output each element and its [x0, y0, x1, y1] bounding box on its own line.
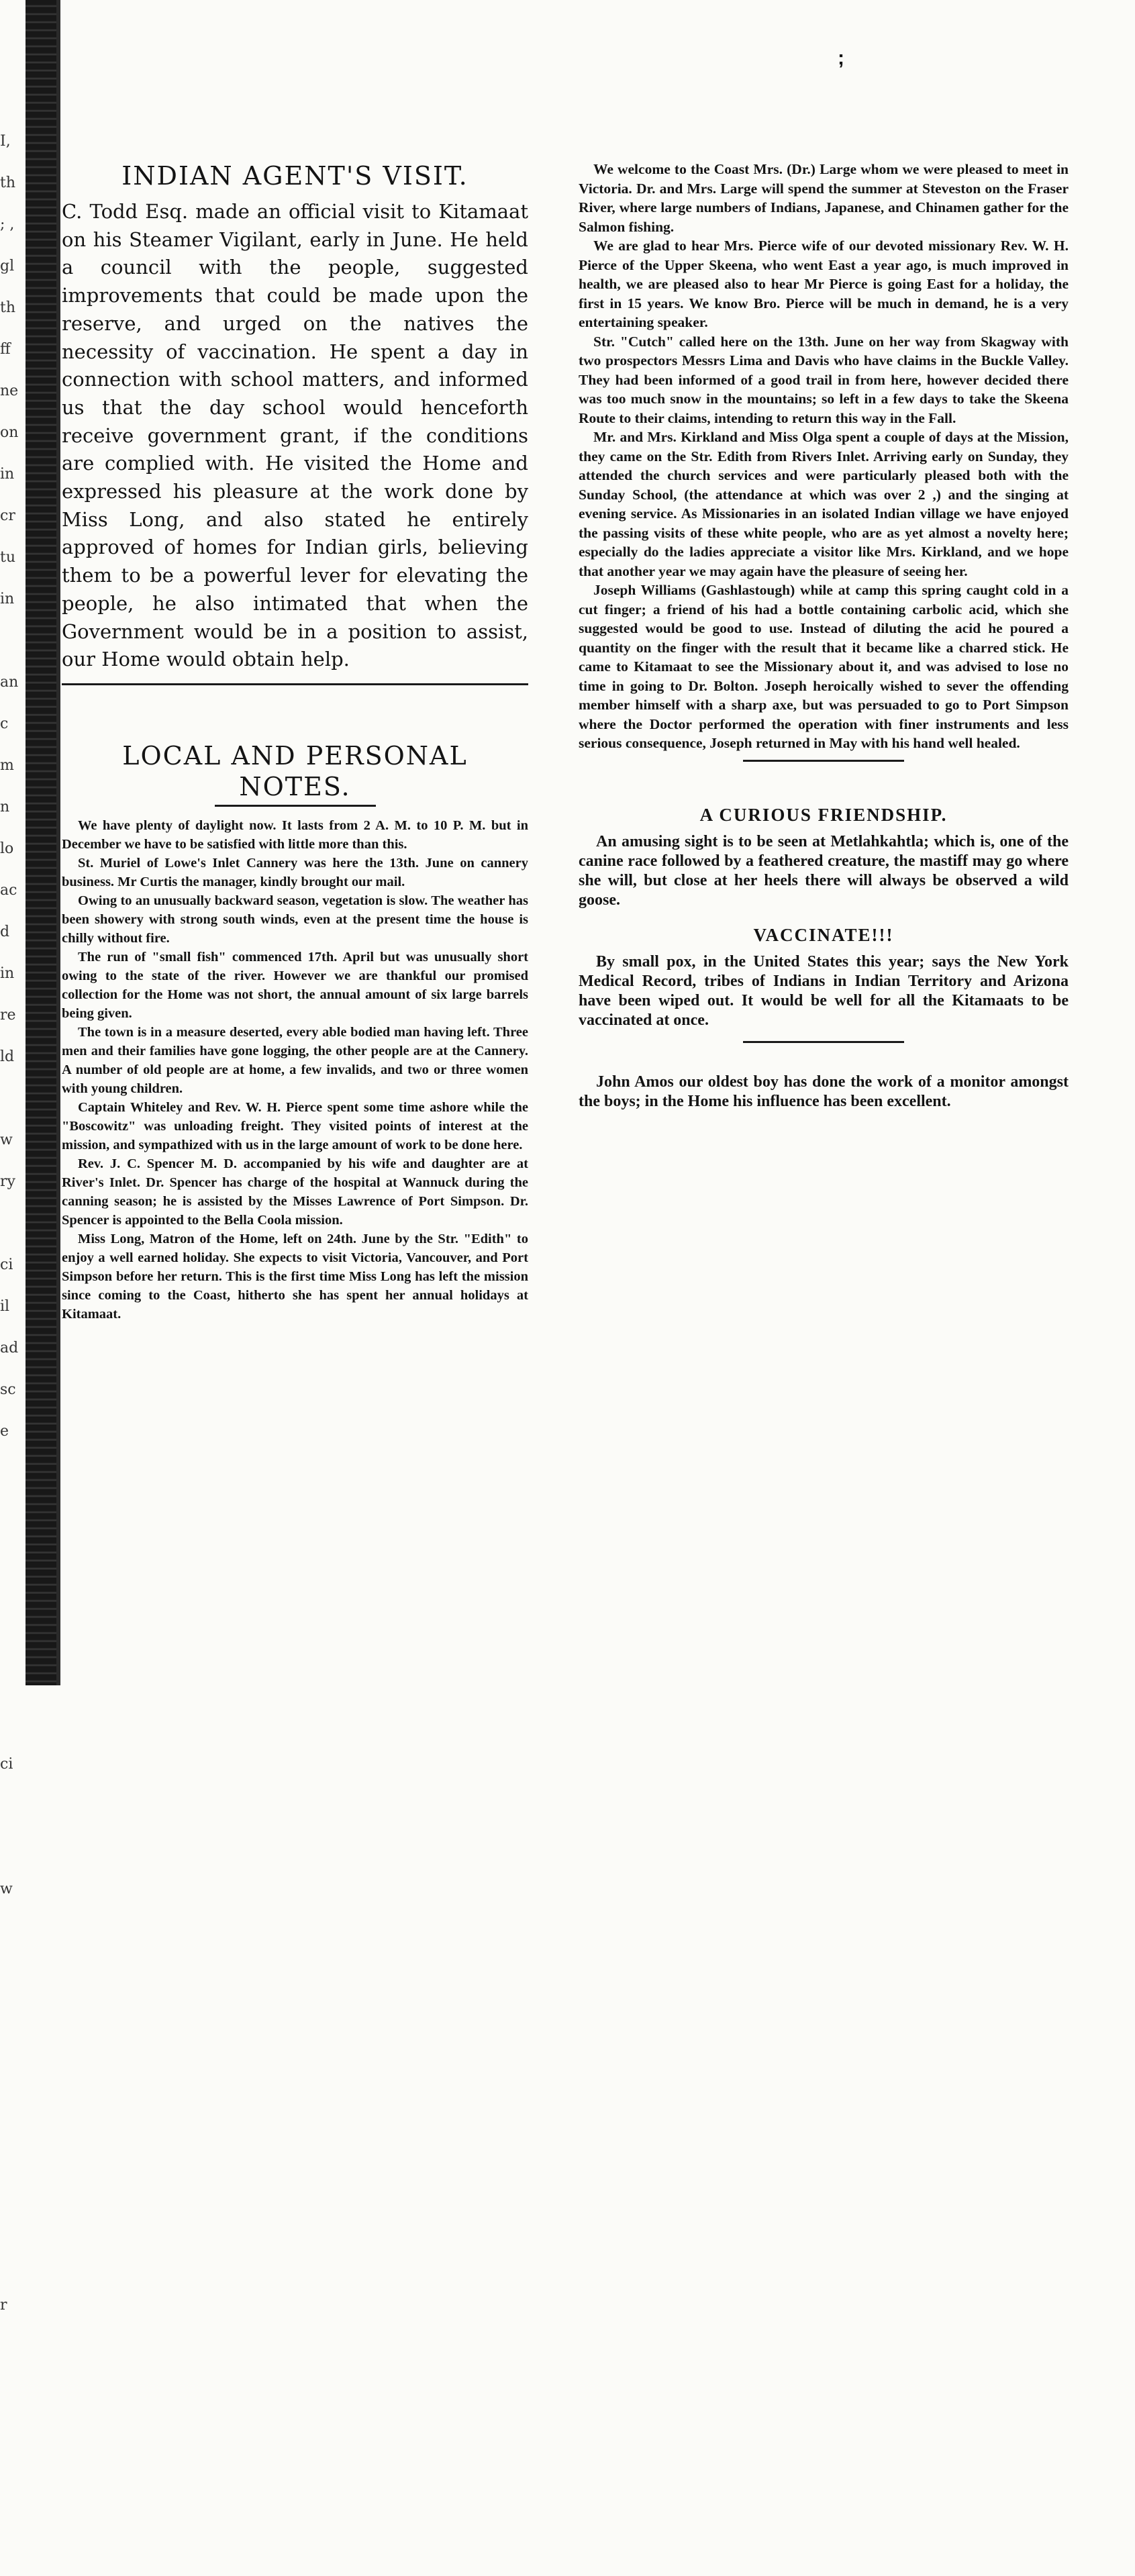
gutter-fragment	[0, 1993, 24, 2035]
gutter-fragment: an	[0, 674, 19, 691]
gutter-fragment: in	[0, 466, 15, 483]
gutter-fragment: w	[0, 1132, 13, 1148]
vaccinate-heading: VACCINATE!!!	[753, 924, 894, 945]
gutter-fragment	[0, 2534, 24, 2576]
gutter-fragment: ne	[0, 383, 19, 399]
section-divider	[62, 683, 528, 685]
gutter-fragment: w	[0, 1881, 13, 1897]
local-notes-heading-line1: LOCAL AND PERSONAL	[122, 740, 468, 771]
page-mark: ;	[838, 47, 844, 69]
gutter-fragment	[0, 2451, 24, 2493]
gutter-fragment	[0, 2118, 24, 2160]
local-note-paragraph: We have plenty of daylight now. It lasts from 2 A. M. to 10 P. M. but in December we have to be satisfied with little more than this.	[62, 818, 528, 852]
right-note-paragraph: Joseph Williams (Gashlastough) while at camp this spring caught cold in a cut finger; a friend of his had a bottle containing carbolic acid, which she suggested would be good to use. Instead of diluting the acid he poured a quantity on the finger with the result that it became like a charred stick. He came to Kitamaat to see the Missionary about it, and was advised to lose no time in going to Dr. Bolton. Joseph heroically wished to sever the offending member himself with a sharp axe, but was persuaded to go to Port Simpson where the Doctor performed the operation with finer instruments and less serious consequence, Joseph returned in May with his hand well healed.	[579, 582, 1069, 751]
gutter-fragment	[0, 1619, 24, 1661]
gutter-fragment: sc	[0, 1381, 16, 1398]
gutter-fragment	[0, 1577, 24, 1619]
gutter-fragment	[0, 2493, 24, 2534]
gutter-fragment	[0, 1452, 24, 1494]
right-column	[579, 160, 1069, 1650]
gutter-fragment: th	[0, 299, 16, 316]
right-note-paragraph: We are glad to hear Mrs. Pierce wife of our devoted missionary Rev. W. H. Pierce of the Upper Skeena, who went East a year ago, is much improved in health, we are pleased also to hear Mr Pierce is going East for a holiday, the first in 15 years. We know Bro. Pierce will be much in demand, he is a very entertaining speaker.	[579, 238, 1069, 330]
right-note-paragraph: Str. "Cutch" called here on the 13th. June on her way from Skagway with two prospectors Messrs Lima and Davis who have claims in the Buckle Valley. They had been informed of a good trail in from here, however decided there was too much snow in the mountains; so left in a few days to take the Skeena Route to their claims, intending to return this way in the Fall.	[579, 333, 1069, 426]
gutter-fragment	[0, 1952, 24, 1993]
local-note-paragraph: The town is in a measure deserted, every able bodied man having left. Three men and their families have gone logging, the other people are at the Cannery. A number of old people are at home, a few invalids, and two or three women with young children.	[62, 1024, 528, 1096]
john-amos-paragraph: John Amos our oldest boy has done the work of a monitor amongst the boys; in the Home his influence has been excellent.	[579, 1073, 1069, 1110]
local-note-paragraph: Rev. J. C. Spencer M. D. accompanied by his wife and daughter are at River's Inlet. Dr. Spencer has charge of the hospital at Wannuck during the canning season; he is assisted by the Misses Lawrence of Port Simpson. Dr. Spencer is appointed to the Bella Coola mission.	[62, 1156, 528, 1228]
gutter-fragment: th	[0, 175, 16, 191]
gutter-fragment	[0, 2201, 24, 2243]
curious-friendship-article	[579, 832, 1069, 910]
local-note-paragraph: The run of "small fish" commenced 17th. April but was unusually short owing to the state of the river. However we are thankful our promised collection for the Home was not short, the annual amount of six large barrels being given.	[62, 949, 528, 1021]
gutter-fragment: ad	[0, 1340, 19, 1356]
section-divider	[743, 1041, 904, 1043]
local-note-paragraph: St. Muriel of Lowe's Inlet Cannery was here the 13th. June on cannery business. Mr Curtis the manager, kindly brought our mail.	[62, 855, 528, 889]
right-note-paragraph: We welcome to the Coast Mrs. (Dr.) Large whom we were pleased to meet in Victoria. Dr. and Mrs. Large will spend the summer at Steveston on the Fraser River, where large numbers of Indians, Japanese, and Chinamen gather for the Salmon fishing.	[579, 161, 1069, 235]
binding-edge	[56, 0, 60, 1685]
gutter-fragment: r	[0, 2297, 7, 2314]
gutter-fragment	[0, 1702, 24, 1744]
gutter-fragment	[0, 2326, 24, 2368]
right-notes-list	[579, 160, 1069, 753]
gutter-fragment	[0, 2243, 24, 2285]
local-note-paragraph: Owing to an unusually backward season, vegetation is slow. The weather has been showery with strong south winds, even at the present time the house is chilly without fire.	[62, 893, 528, 946]
gutter-fragment: ld	[0, 1048, 15, 1065]
section-divider	[743, 760, 904, 762]
gutter-fragment: gl	[0, 258, 15, 275]
local-note-paragraph: Captain Whiteley and Rev. W. H. Pierce spent some time ashore while the "Boscowitz" was unloading freight. They visited points of interest at the mission, and sympathized with us in the large amount of work to be done here.	[62, 1099, 528, 1152]
indian-agent-article	[62, 198, 528, 674]
gutter-fragment: ry	[0, 1173, 15, 1190]
gutter-fragment	[0, 1536, 24, 1577]
gutter-fragment: ; ,	[0, 216, 15, 233]
gutter-fragment	[0, 1494, 24, 1536]
gutter-fragment	[0, 2035, 24, 2077]
gutter-fragment: c	[0, 715, 9, 732]
indian-agent-heading: INDIAN AGENT'S VISIT.	[121, 161, 468, 191]
gutter-fragment: cr	[0, 507, 15, 524]
gutter-fragment	[0, 2160, 24, 2201]
gutter-fragment	[0, 2368, 24, 2410]
gutter-fragment: d	[0, 924, 10, 940]
curious-friendship-paragraph: An amusing sight is to be seen at Metlahkahtla; which is, one of the canine race followed by a feathered creature, the mastiff may go where she will, but close at her heels there will always be observed a wild goose.	[579, 832, 1069, 909]
heading-underline	[215, 805, 376, 807]
gutter-fragment	[0, 1827, 24, 1869]
gutter-fragment	[0, 1203, 24, 1244]
left-column	[62, 151, 528, 1675]
local-notes-list	[62, 816, 528, 1324]
gutter-fragment: lo	[0, 840, 14, 857]
gutter-fragment: re	[0, 1007, 16, 1024]
gutter-fragment: ci	[0, 1256, 13, 1273]
gutter-fragment: il	[0, 1298, 10, 1315]
curious-friendship-heading: A CURIOUS FRIENDSHIP.	[699, 804, 948, 825]
john-amos-article	[579, 1073, 1069, 1111]
local-note-paragraph: Miss Long, Matron of the Home, left on 24th. June by the Str. "Edith" to enjoy a well earned holiday. She expects to visit Victoria, Vancouver, and Port Simpson before her return. This is the first time Miss Long has left the mission since coming to the Coast, hitherto she has spent her annual holidays at Kitamaat.	[62, 1231, 528, 1322]
gutter-fragment	[0, 2077, 24, 2118]
gutter-fragment	[0, 1910, 24, 1952]
gutter-fragment: e	[0, 1423, 9, 1440]
gutter-fragment: ac	[0, 882, 17, 899]
gutter-fragment	[0, 1078, 24, 1120]
indian-agent-paragraph: C. Todd Esq. made an official visit to Kitamaat on his Steamer Vigilant, early in June. He held a council with the people, suggested improvements that could be made upon the reserve, and urged on the natives the necessity of vaccination. He spent a day in connection with school matters, and informed us that the day school would henceforth receive government grant, if the conditions are complied with. He visited the Home and expressed his pleasure at the work done by Miss Long, and also stated he entirely approved of homes for Indian girls, believing them to be a powerful lever for elevating the people, he also intimated that when the Government would be in a position to assist, our Home would obtain help.	[62, 200, 528, 671]
local-notes-heading-line2: NOTES.	[239, 771, 351, 801]
vaccinate-article	[579, 952, 1069, 1030]
binding-shadow	[26, 0, 58, 1685]
gutter-fragment	[0, 1661, 24, 1702]
gutter-fragment: ff	[0, 341, 11, 358]
gutter-fragment: ci	[0, 1756, 13, 1773]
gutter-fragment: m	[0, 757, 14, 774]
gutter-fragment: n	[0, 799, 10, 815]
gutter-fragment: I,	[0, 133, 11, 150]
gutter-fragment: in	[0, 965, 15, 982]
gutter-fragment	[0, 1785, 24, 1827]
gutter-fragment	[0, 620, 24, 662]
right-note-paragraph: Mr. and Mrs. Kirkland and Miss Olga spent a couple of days at the Mission, they came on the Str. Edith from Rivers Inlet. Arriving early on Sunday, they attended the church services and were particularly pleased both with the Sunday School, (the attendance at which was over 2 ,) and the singing at evening service. As Missionaries in an isolated Indian village we have enjoyed the passing visits of these white people, who are as yet almost a novelty here; especially do the ladies appreciate a visitor like Mrs. Kirkland, and we hope that another year we may again have the pleasure of seeing her.	[579, 429, 1069, 579]
gutter-fragment: on	[0, 424, 19, 441]
facing-page-gutter	[0, 121, 24, 2314]
gutter-fragment: in	[0, 591, 15, 607]
vaccinate-paragraph: By small pox, in the United States this year; says the New York Medical Record, tribes of Indians in Indian Territory and Arizona have been wiped out. It would be well for all the Kitamaats to be vaccinated at once.	[579, 952, 1069, 1029]
gutter-fragment	[0, 2410, 24, 2451]
gutter-fragment: tu	[0, 549, 16, 566]
